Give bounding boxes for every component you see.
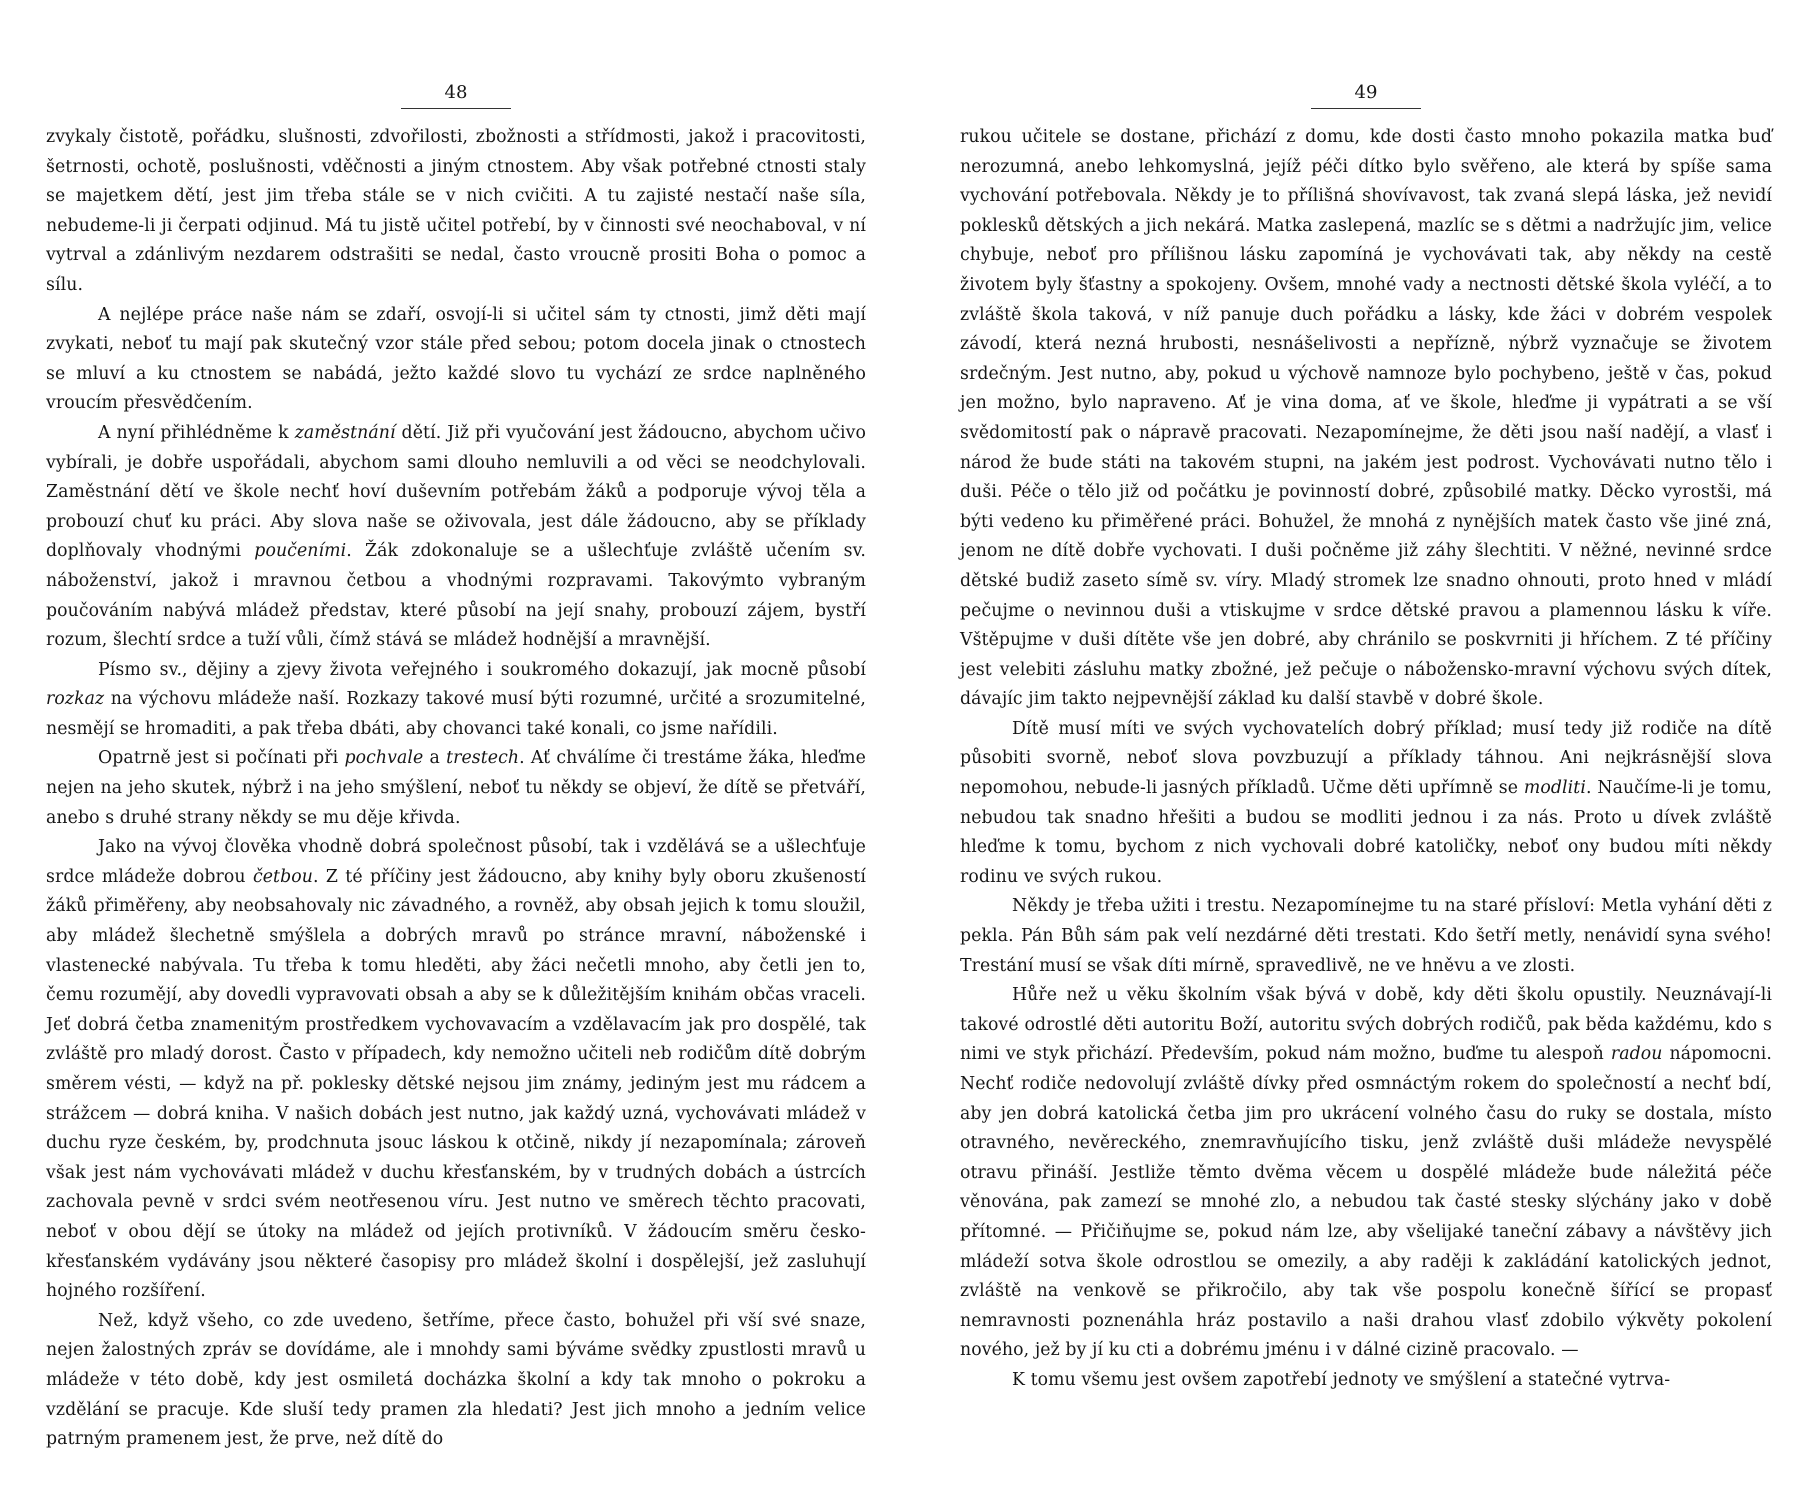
text-run: Hůře než u věku školním však bývá v době, kdy děti školu opustily. Neuznávají-li takové odrostlé děti autoritu Boží, autoritu svých dobrých rodičů, pak běda každému, kdo s nimi ve styk přichází. Především, pokud nám možno, buďme tu alespoň bbox=[960, 985, 1772, 1065]
paragraph bbox=[960, 892, 1772, 981]
text-run: . Z té příčiny jest žádoucno, aby knihy byly oboru zkušeností žáků přiměřeny, aby neobsahovaly nic závadného, a rovněž, aby obsah jejich k tomu sloužil, aby mládež šlechetně smýšlela a dobrých mravů po stránce mravní, náboženské i vlastenecké nabývala. Tu třeba k tomu hleděti, aby žáci nečetli mnoho, aby četli jen to, čemu rozumějí, aby dovedli vypravovati obsah a aby se k důležitějším knihám občas vraceli. Jeť dobrá četba znamenitým prostředkem vychovavacím a vzdělavacím jak pro dospělé, tak zvláště pro mladý dorost. Často v případech, kdy nemožno učiteli neb rodičům dítě dobrým směrem vésti, — když na př. poklesky dětské nejsou jim známy, jediným jest mu rádcem a strážcem — dobrá kniha. V našich dobách jest nutno, jak každý uzná, vychovávati mládež v duchu ryze českém, by, prodchnuta jsouc láskou k otčině, nikdy jí nezapomínala; zároveň však jest nám vychovávati mládež v duchu křesťanském, by v trudných dobách a ústrcích zachovala pevně v srdci svém neotřesenou víru. Jest nutno ve směrech těchto pracovati, neboť v obou dějí se útoky na mládež od jejích protivníků. V žádoucím směru česko-křesťanském vydávány jsou některé časopisy pro mládež školní i dospělejší, jež zasluhují hojného rozšíření. bbox=[46, 866, 866, 1302]
text-run: A nejlépe práce naše nám se zdaří, osvojí-li si učitel sám ty ctnosti, jimž děti mají zvykati, neboť tu mají pak skutečný vzor stále před sebou; potom docela jinak o ctnostech se mluví a ku ctnostem se nabádá, ježto každé slovo tu vychází ze srdce naplněného vroucím přesvědčením. bbox=[46, 304, 866, 414]
header-rule bbox=[1311, 108, 1421, 109]
paragraph bbox=[46, 744, 866, 833]
text-run: dětí. Již při vyučování jest žádoucno, abychom učivo vybírali, je dobře uspořádali, abychom sami dlouho nemluvili a od věci se neodchylovali. Zaměstnání dětí ve škole nechť hoví duševním potřebám žáků a podporuje vývoj těla a probouzí chuť ku práci. Aby slova naše se oživovala, jest dále žádoucno, aby se příklady doplňovaly vhodnými bbox=[46, 422, 866, 562]
text-run: Dítě musí míti ve svých vychovatelích dobrý příklad; musí tedy již rodiče na dítě působiti svorně, neboť slova povzbuzují a příklady táhnou. Ani nejkrásnější slova nepomohou, nebude-li jasných příkladů. Učme děti upřímně se bbox=[960, 718, 1772, 799]
text-run: . Ať chválíme či trestáme žáka, hleďme nejen na jeho skutek, nýbrž i na jeho smýšlení, neboť tu někdy se objeví, že dítě se přetváří, anebo s druhé strany někdy se mu děje křivda. bbox=[46, 748, 866, 828]
paragraph bbox=[960, 1366, 1772, 1396]
right-page bbox=[960, 82, 1772, 1396]
page-number: 49 bbox=[1354, 82, 1378, 103]
text-run: . Žák zdokonaluje se a ušlechťuje zvláště učením sv. náboženství, jakož i mravnou četbou a vhodnými rozpravami. Takovýmto vybraným poučováním nabývá mládež představ, které působí na její snahy, probouzí zájem, bystří rozum, šlechtí srdce a tuží vůli, čímž stává se mládež hodnější a mravnější. bbox=[46, 541, 866, 651]
paragraph bbox=[960, 123, 1772, 715]
paragraph bbox=[46, 301, 866, 419]
text-run: Jako na vývoj člověka vhodně dobrá společnost působí, tak i vzdělává se a ušlechťuje srdce mládeže dobrou bbox=[46, 837, 866, 887]
emphasized-text: trestech bbox=[446, 748, 520, 769]
paragraph bbox=[46, 1307, 866, 1455]
paragraph bbox=[46, 656, 866, 745]
text-run: nápomocni. Nechť rodiče nedovolují zvláště dívky před osmnáctým rokem do společností a nechť bdí, aby jen dobrá katolická četba jim pro ukrácení volného času do ruky se dostala, místo otravného, nevěreckého, znemravňujícího tisku, jenž zvláště duši mládeže nevyspělé otravu přináší. Jestliže těmto dvěma věcem u dospělé mládeže bude náležitá péče věnována, pak zamezí se mnohé zlo, a nebudou tak časté stesky slýchány jako v době přítomné. — Přičiňujme se, pokud nám lze, aby všelijaké taneční zábavy a návštěvy jich mládeží sotva škole odrostlou se omezily, a aby raději k zakládání katolických jednot, zvláště na venkově se přikročilo, aby tak vše pospolu konečně šířící se propasť nemravnosti poznenáhla hráz postavilo a naši drahou vlasť zdobilo výkvěty pokolení nového, jež by jí ku cti a dobrému jménu i v dálné cizině pracovalo. — bbox=[960, 1044, 1772, 1361]
paragraph bbox=[960, 981, 1772, 1366]
paragraph bbox=[46, 419, 866, 656]
paragraph bbox=[46, 123, 866, 301]
text-run: K tomu všemu jest ovšem zapotřebí jednoty ve smýšlení a statečné vytrva- bbox=[1012, 1369, 1671, 1390]
emphasized-text: modliti bbox=[1523, 778, 1586, 799]
page-number: 48 bbox=[444, 82, 468, 103]
emphasized-text: rozkaz bbox=[46, 689, 105, 710]
text-run: Opatrně jest si počínati při bbox=[98, 748, 345, 769]
emphasized-text: radou bbox=[1610, 1044, 1663, 1065]
page-text bbox=[960, 123, 1772, 1396]
text-run: A nyní přihlédněme k bbox=[98, 422, 295, 443]
text-run: zvykaly čistotě, pořádku, slušnosti, zdvořilosti, zbožnosti a střídmosti, jakož i pracovitosti, šetrnosti, ochotě, poslušnosti, vděčnosti a jiným ctnostem. Aby však potřebné ctnosti staly se majetkem dětí, jest jim třeba stále se v nich cvičiti. A tu zajisté nestačí naše síla, nebudeme-li ji čerpati odjinud. Má tu jistě učitel potřebí, by v činnosti své neochaboval, v ní vytrval a zdánlivým nezdarem odstrašiti se nedal, často vroucně prositi Boha o pomoc a sílu. bbox=[46, 127, 866, 295]
text-run: rukou učitele se dostane, přichází z domu, kde dosti často mnoho pokazila matka buď nerozumná, anebo lehkomyslná, jejíž péči dítko bylo svěřeno, ale která by spíše sama vychování potřebovala. Někdy je to přílišná shovívavost, tak zvaná slepá láska, jež nevidí poklesků dětských a jich nekárá. Matka zaslepená, mazlíc se s dětmi a nadržujíc jim, velice chybuje, neboť pro přílišnou lásku zapomíná je vychovávati tak, aby někdy na cestě životem byly šťastny a spokojeny. Ovšem, mnohé vady a nectnosti dětské škola vyléčí, a to zvláště škola taková, v níž panuje duch pořádku a lásky, kde žáci v dobrém vespolek závodí, která nezná hrubosti, nesnášelivosti a nepřízně, nýbrž vyznačuje se životem srdečným. Jest nutno, aby, pokud u výchově namnoze bylo pochybeno, ještě v čas, pokud jen možno, bylo napraveno. Ať je vina doma, ať ve škole, hleďme ji vypátrati a se vší svědomitostí pak o nápravě pracovati. Nezapomínejme, že děti jsou naší nadějí, a vlasť i národ že bude státi na takovém stupni, na jakém jest podrost. Vychovávati nutno tělo i duši. Péče o tělo již od počátku je povinností dobré, způsobilé matky. Děcko vyrostši, má býti vedeno ku přiměřené práci. Bohužel, že mnohá z nynějších matek často vše jiné zná, jenom ne dítě dobře vychovati. I duši počněme již záhy šlechtiti. V něžné, nevinné srdce dětské budiž zaseto símě sv. víry. Mladý stromek lze snadno ohnouti, proto hned v mládí pečujme o nevinnou duši a vtiskujme v srdce dětské pravou a plamennou lásku k víře. Vštěpujme v duši dítěte vše jen dobré, aby chránilo se poskvrniti ji hříchem. Z té příčiny jest velebiti zásluhu matky zbožné, jež pečuje o nábožensko-mravní výchovu svých dítek, dávajíc jim takto nejpevnější základ ku další stavbě v dobré škole. bbox=[960, 127, 1772, 710]
left-page bbox=[46, 82, 866, 1455]
text-run: Písmo sv., dějiny a zjevy života veřejného i soukromého dokazují, jak mocně působí bbox=[98, 659, 866, 680]
text-run: Než, když všeho, co zde uvedeno, šetříme, přece často, bohužel při vší své snaze, nejen žalostných zpráv se dovídáme, ale i mnohdy sami býváme svědky zpustlosti mravů u mládeže v této době, kdy jest osmiletá docházka školní a kdy tak mnoho o pokroku a vzdělání se pracuje. Kde sluší tedy pramen zla hledati? Jest jich mnoho a jedním velice patrným pramenem jest, že prve, než dítě do bbox=[46, 1310, 866, 1450]
paragraph bbox=[960, 715, 1772, 893]
text-run: a bbox=[423, 748, 447, 769]
text-run: na výchovu mládeže naší. Rozkazy takové musí býti rozumné, určité a srozumitelné, nesmějí se hromaditi, a pak třeba dbáti, aby chovanci také konali, co jsme nařídili. bbox=[46, 689, 866, 739]
text-run: Někdy je třeba užiti i trestu. Nezapomínejme tu na staré přísloví: Metla vyhání děti z pekla. Pán Bůh sám pak velí nezdárné děti trestati. Kdo šetří metly, nenávidí syna svého! Trestání musí se však díti mírně, spravedlivě, ne ve hněvu a ve zlosti. bbox=[960, 896, 1772, 976]
text-run: . Naučíme-li je tomu, nebudou tak snadno hřešiti a budou se modliti jednou i za nás. Proto u dívek zvláště hleďme k tomu, bychom z nich vychovali dobré katoličky, neboť ony budou míti někdy rodinu ve svých rukou. bbox=[960, 778, 1772, 887]
emphasized-text: četbou bbox=[252, 866, 313, 887]
page-text bbox=[46, 123, 866, 1455]
emphasized-text: poučeními bbox=[254, 541, 347, 562]
paragraph bbox=[46, 833, 866, 1307]
emphasized-text: pochvale bbox=[344, 748, 424, 769]
emphasized-text: zaměstnání bbox=[294, 422, 396, 443]
header-rule bbox=[401, 108, 511, 109]
